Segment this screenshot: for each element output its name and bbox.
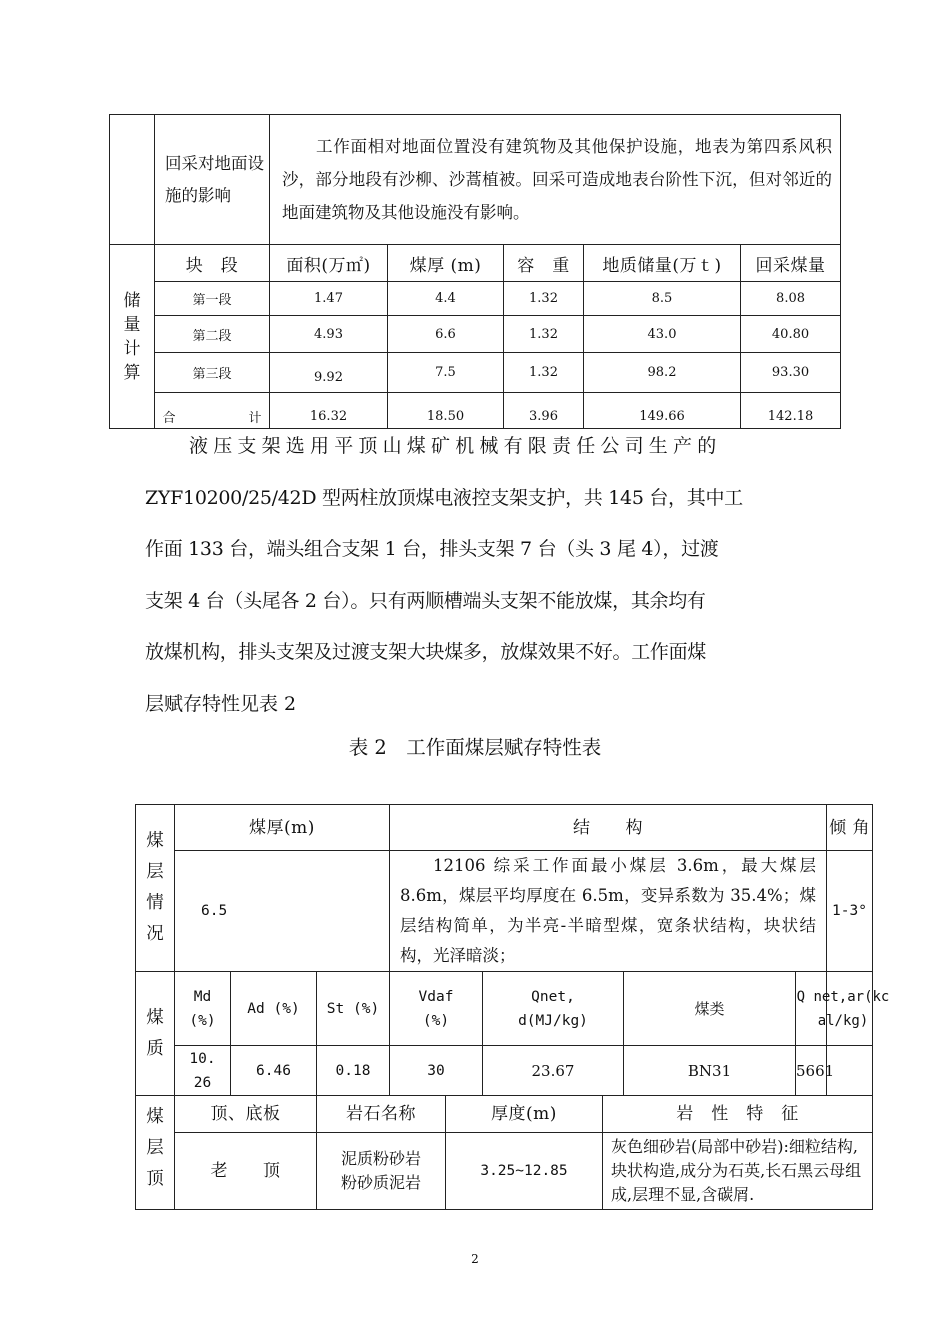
header-rock-name: 岩石名称: [317, 1096, 446, 1133]
seam-dip-value: 1-3°: [827, 851, 873, 972]
quality-label: 煤质: [136, 972, 175, 1096]
vdaf-value: 30: [390, 1046, 483, 1096]
cell: 4.4: [388, 282, 504, 316]
seam-thickness-value: 6.5: [175, 851, 390, 972]
header-structure: 结 构: [390, 805, 827, 851]
cell: 16.32: [270, 393, 388, 429]
header-roof-floor: 顶、底板: [175, 1096, 317, 1133]
cell: 1.47: [270, 282, 388, 316]
roof-thickness-value: 3.25~12.85: [446, 1133, 603, 1210]
header-roof-thickness: 厚度(m): [446, 1096, 603, 1133]
md-value: 10.26: [175, 1046, 231, 1096]
paragraph-line: 液压支架选用平顶山煤矿机械有限责任公司生产的: [189, 435, 722, 457]
header-geo-reserve: 地质储量(万ｔ): [584, 245, 741, 282]
header-ad: Ad (%): [231, 972, 317, 1046]
roof-rock-1: 泥质粉砂岩: [340, 1149, 421, 1168]
cell: 142.18: [741, 393, 841, 429]
cell: 149.66: [584, 393, 741, 429]
cell: 9.92: [270, 353, 388, 393]
cell: 93.30: [741, 353, 841, 393]
cell: 98.2: [584, 353, 741, 393]
header-st: St (%): [317, 972, 390, 1046]
seam-properties-table: [135, 804, 890, 1210]
blank-corner-cell: [110, 115, 155, 245]
cell: 1.32: [504, 282, 584, 316]
qnet-d-value: 23.67: [483, 1046, 624, 1096]
paragraph-line: 层赋存特性见表 2: [145, 692, 297, 715]
seam-structure-text: 12106 综采工作面最小煤层 3.6m，最大煤层 8.6m，煤层平均厚度在 6.5m，变异系数为 35.4%；煤层结构简单，为半亮-半暗型煤，宽条状结构，块状结构，光泽暗淡；: [390, 851, 827, 972]
coal-class-value: BN31: [624, 1046, 796, 1096]
cell: 7.5: [388, 353, 504, 393]
cell: 40.80: [741, 316, 841, 353]
impact-text: 工作面相对地面位置没有建筑物及其他保护设施，地表为第四系风积沙，部分地段有沙柳、沙蒿植被。回采可造成地表台阶性下沉，但对邻近的地面建筑物及其他设施没有影响。: [270, 115, 841, 245]
st-value: 0.18: [317, 1046, 390, 1096]
header-recovery: 回采煤量: [741, 245, 841, 282]
cell: 4.93: [270, 316, 388, 353]
header-lithology: 岩 性 特 征: [603, 1096, 873, 1133]
paragraph-line: 放煤机构，排头支架及过渡支架大块煤多，放煤效果不好。工作面煤: [145, 641, 707, 663]
cell: 第三段: [155, 353, 270, 393]
paragraph-line: ZYF10200/25/42D 型两柱放顶煤电液控支架支护，共 145 台，其中工: [145, 486, 743, 509]
table-caption: 表 2 工作面煤层赋存特性表: [348, 736, 602, 759]
impact-label: 回采对地面设施的影响: [155, 115, 270, 245]
header-area: 面积(万㎡): [270, 245, 388, 282]
header-thickness: 煤厚 (m): [388, 245, 504, 282]
roof-rock-names: [317, 1133, 446, 1210]
header-dip: 倾 角: [827, 805, 873, 851]
cell: 第二段: [155, 316, 270, 353]
header-seam-thickness: 煤厚(m): [175, 805, 390, 851]
reserve-label: 储量计算: [110, 245, 155, 429]
cell: 3.96: [504, 393, 584, 429]
roof-rock-2: 粉砂质泥岩: [340, 1173, 421, 1192]
header-md: Md (%): [175, 972, 231, 1046]
table-row: [110, 353, 841, 393]
header-block: 块 段: [155, 245, 270, 282]
table-row: [110, 282, 841, 316]
body-paragraph: [145, 421, 805, 730]
cell: 43.0: [584, 316, 741, 353]
qnet-ar-value: 5661: [796, 1046, 827, 1096]
cell: 8.5: [584, 282, 741, 316]
header-density: 容 重: [504, 245, 584, 282]
header-qnet-ar: Q net,ar(kcal/kg): [796, 972, 827, 1046]
paragraph-line: 支架 4 台（头尾各 2 台）。只有两顺槽端头支架不能放煤，其余均有: [145, 589, 706, 612]
cell: 8.08: [741, 282, 841, 316]
cell: 第一段: [155, 282, 270, 316]
cell: 1.32: [504, 316, 584, 353]
seam-label: 煤层情况: [136, 805, 175, 972]
ad-value: 6.46: [231, 1046, 317, 1096]
roof-label: 煤层顶: [136, 1096, 175, 1210]
table-row: [136, 1046, 873, 1096]
table-row: [110, 316, 841, 353]
cell: 6.6: [388, 316, 504, 353]
roof-character-text: 灰色细砂岩(局部中砂岩):细粒结构,块状构造,成分为石英,长石黑云母组成,层理不显,含碳屑.: [603, 1133, 873, 1210]
header-qnet-d: Qnet, d(MJ/kg): [483, 972, 624, 1046]
total-label: 合 计: [155, 393, 270, 429]
cell: 18.50: [388, 393, 504, 429]
reserve-table: [109, 114, 841, 429]
header-coal-class: 煤类: [624, 972, 796, 1046]
roof-position: 老 顶: [175, 1133, 317, 1210]
paragraph-line: 作面 133 台，端头组合支架 1 台，排头支架 7 台（头 3 尾 4），过渡: [145, 538, 719, 560]
cell: 1.32: [504, 353, 584, 393]
page-number: 2: [471, 1252, 479, 1266]
header-vdaf: Vdaf (%): [390, 972, 483, 1046]
